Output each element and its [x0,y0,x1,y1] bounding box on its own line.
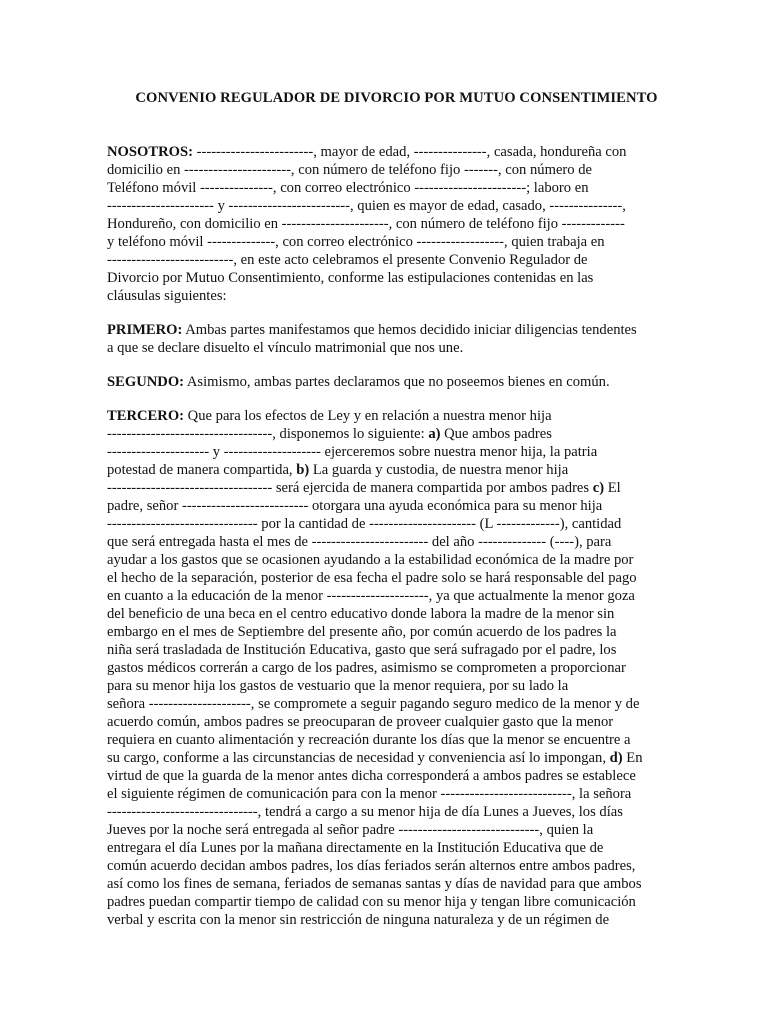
primero-line-2: a que se declare disuelto el vínculo matrimonial que nos une. [107,340,464,356]
tercero-line-2-text: ----------------------------------, disponemos lo siguiente: [107,426,429,442]
tercero-line-22: el siguiente régimen de comunicación para con la menor ---------------------------, la señora [107,786,632,802]
tercero-line-5 [107,479,676,497]
tercero-text: Que para los efectos de Ley y en relación a nuestra menor hija [184,408,552,424]
primero-label: PRIMERO: [107,322,183,338]
nosotros-label: NOSOTROS: [107,144,193,160]
tercero-line-14: niña será trasladada de Institución Educativa, gasto que será sufragado por el padre, los [107,642,617,658]
tercero-line-5-text: ---------------------------------- será ejercida de manera compartida por ambos padres [107,480,593,496]
tercero-line-27: así como los fines de semana, feriados de semanas santas y días de navidad para que ambos [107,876,642,892]
tercero-line-20-tail: En [622,750,643,766]
tercero-line-4-text: potestad de manera compartida, [107,462,297,478]
clause-marker-d: d) [609,750,623,766]
nosotros-line-5: Hondureño, con domicilio en ----------------------, con número de teléfono fijo ------------- [107,216,625,232]
nosotros-line-9: cláusulas siguientes: [107,288,227,304]
tercero-line-13: embargo en el mes de Septiembre del presente año, por común acuerdo de los padres la [107,624,617,640]
primero-text: Ambas partes manifestamos que hemos decidido iniciar diligencias tendentes [182,322,637,338]
tercero-line-18: acuerdo común, ambos padres se preocuparan de proveer cualquier gasto que la menor [107,714,614,730]
nosotros-line-1 [107,143,676,161]
nosotros-text: ------------------------, mayor de edad, ---------------, casada, hondureña con [192,144,627,160]
tercero-line-20-text: su cargo, conforme a las circunstancias de necesidad y conveniencia así lo impongan, [107,750,610,766]
clause-marker-b: b) [296,462,310,478]
tercero-line-4-tail: La guarda y custodia, de nuestra menor hija [309,462,569,478]
nosotros-line-4: ---------------------- y -------------------------, quien es mayor de edad, casado, ---------------, [107,198,626,214]
tercero-line-1 [107,407,676,425]
clause-marker-a: a) [428,426,441,442]
tercero-line-11: en cuanto a la educación de la menor ---------------------, ya que actualmente la menor goza [107,588,635,604]
tercero-line-15: gastos médicos correrán a cargo de los padres, asimismo se comprometen a proporcionar [107,660,626,676]
document-title: CONVENIO REGULADOR DE DIVORCIO POR MUTUO CONSENTIMIENTO [135,90,658,106]
tercero-line-29: verbal y escrita con la menor sin restricción de ninguna naturaleza y de un régimen de [107,912,610,928]
tercero-line-9: ayudar a los gastos que se ocasionen ayudando a la estabilidad económica de la madre por [107,552,634,568]
tercero-line-6: padre, señor -------------------------- otorgara una ayuda económica para su menor hija [107,498,603,514]
tercero-line-16: para su menor hija los gastos de vestuario que la menor requiera, por su lado la [107,678,569,694]
tercero-line-5-tail: El [604,480,621,496]
nosotros-line-7: --------------------------, en este acto celebramos el presente Convenio Regulador de [107,252,588,268]
nosotros-line-6: y teléfono móvil --------------, con correo electrónico ------------------, quien trabaja en [107,234,605,250]
tercero-line-2-tail: Que ambos padres [440,426,552,442]
tercero-line-8: que será entregada hasta el mes de ------------------------ del año -------------- (----), para [107,534,612,550]
tercero-line-12: del beneficio de una beca en el centro educativo donde labora la madre de la menor sin [107,606,615,622]
tercero-line-25: entregara el día Lunes por la mañana directamente en la Institución Educativa que de [107,840,604,856]
nosotros-line-2: domicilio en ----------------------, con número de teléfono fijo -------, con número de [107,162,593,178]
segundo-line-1 [107,373,676,391]
tercero-line-4 [107,461,676,479]
tercero-line-24: Jueves por la noche será entregada al señor padre -----------------------------, quien la [107,822,594,838]
nosotros-line-3: Teléfono móvil ---------------, con correo electrónico -----------------------; laboro en [107,180,589,196]
segundo-text: Asimismo, ambas partes declaramos que no poseemos bienes en común. [184,374,610,390]
tercero-line-26: común acuerdo decidan ambos padres, los días feriados serán alternos entre ambos padres, [107,858,636,874]
tercero-label: TERCERO: [107,408,185,424]
tercero-line-17: señora ---------------------, se compromete a seguir pagando seguro medico de la menor y de [107,696,640,712]
tercero-line-7: ------------------------------- por la cantidad de ---------------------- (L -------------), cantidad [107,516,622,532]
tercero-line-2 [107,425,676,443]
nosotros-line-8: Divorcio por Mutuo Consentimiento, conforme las estipulaciones contenidas en las [107,270,594,286]
tercero-line-20 [107,749,676,767]
tercero-line-21: virtud de que la guarda de la menor antes dicha corresponderá a ambos padres se establece [107,768,636,784]
primero-line-1 [107,321,676,339]
tercero-line-10: el hecho de la separación, posterior de esa fecha el padre solo se hará responsable del pago [107,570,637,586]
segundo-label: SEGUNDO: [107,374,185,390]
tercero-line-28: padres puedan compartir tiempo de calidad con su menor hija y tengan libre comunicación [107,894,636,910]
tercero-line-19: requiera en cuanto alimentación y recreación durante los días que la menor se encuentre a [107,732,631,748]
tercero-line-3: --------------------- y -------------------- ejerceremos sobre nuestra menor hija, la patria [107,444,598,460]
clause-marker-c: c) [592,480,605,496]
tercero-line-23: -------------------------------, tendrá a cargo a su menor hija de día Lunes a Jueves, los días [107,804,623,820]
